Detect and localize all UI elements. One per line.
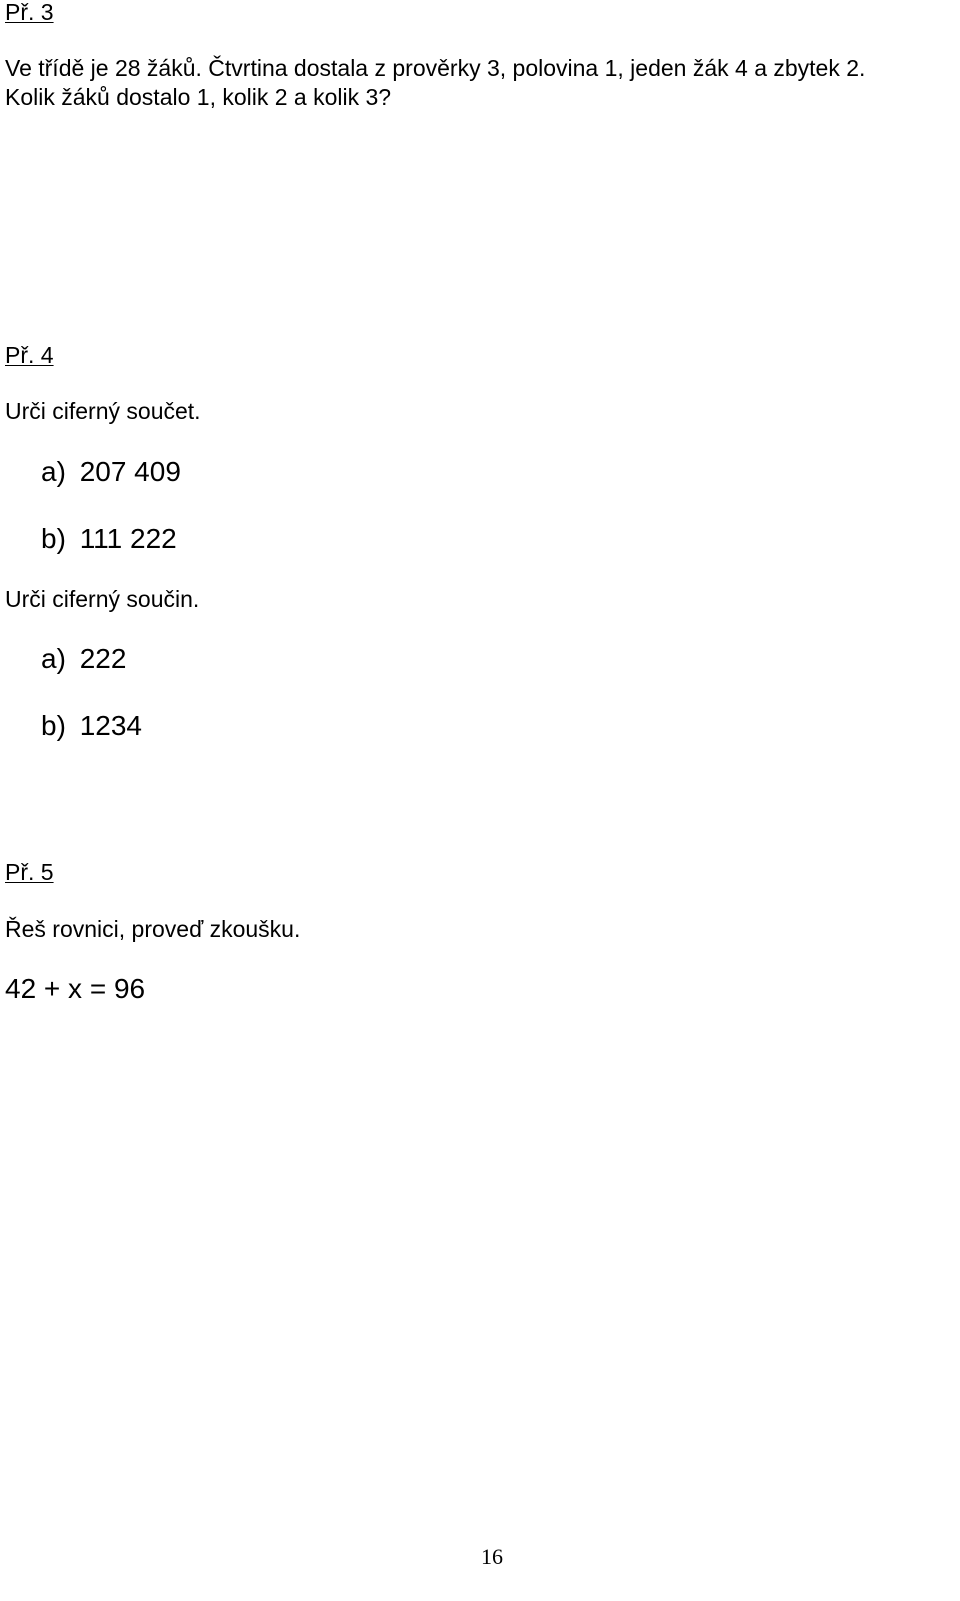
item-value: 1234 xyxy=(79,710,142,741)
exercise-5-heading: Př. 5 xyxy=(5,859,54,885)
exercise-3-text-line-1: Ve třídě je 28 žáků. Čtvrtina dostala z prověrky 3, polovina 1, jeden žák 4 a zbytek 2. xyxy=(5,55,866,81)
exercise-4-task-digit-sum: Urči ciferný součet. xyxy=(5,398,201,424)
item-value: 222 xyxy=(79,643,127,674)
item-label: b) xyxy=(41,523,66,554)
item-value: 207 409 xyxy=(79,456,181,487)
exercise-4-task-digit-product: Urči ciferný součin. xyxy=(5,586,200,612)
exercise-5-task: Řeš rovnici, proveď zkoušku. xyxy=(5,916,301,942)
exercise-4-product-item-b xyxy=(41,712,142,740)
exercise-3-heading: Př. 3 xyxy=(5,0,54,25)
item-label: a) xyxy=(41,456,66,487)
exercise-3-text-line-2: Kolik žáků dostalo 1, kolik 2 a kolik 3? xyxy=(5,84,392,110)
exercise-4-product-item-a xyxy=(41,645,126,673)
item-label: b) xyxy=(41,710,66,741)
exercise-4-heading: Př. 4 xyxy=(5,342,54,368)
exercise-4-sum-item-a xyxy=(41,458,181,486)
item-value: 111 222 xyxy=(79,523,177,554)
exercise-4-sum-item-b xyxy=(41,525,177,553)
exercise-5-equation: 42 + x = 96 xyxy=(5,973,146,1004)
item-label: a) xyxy=(41,643,66,674)
page-number: 16 xyxy=(481,1544,503,1569)
